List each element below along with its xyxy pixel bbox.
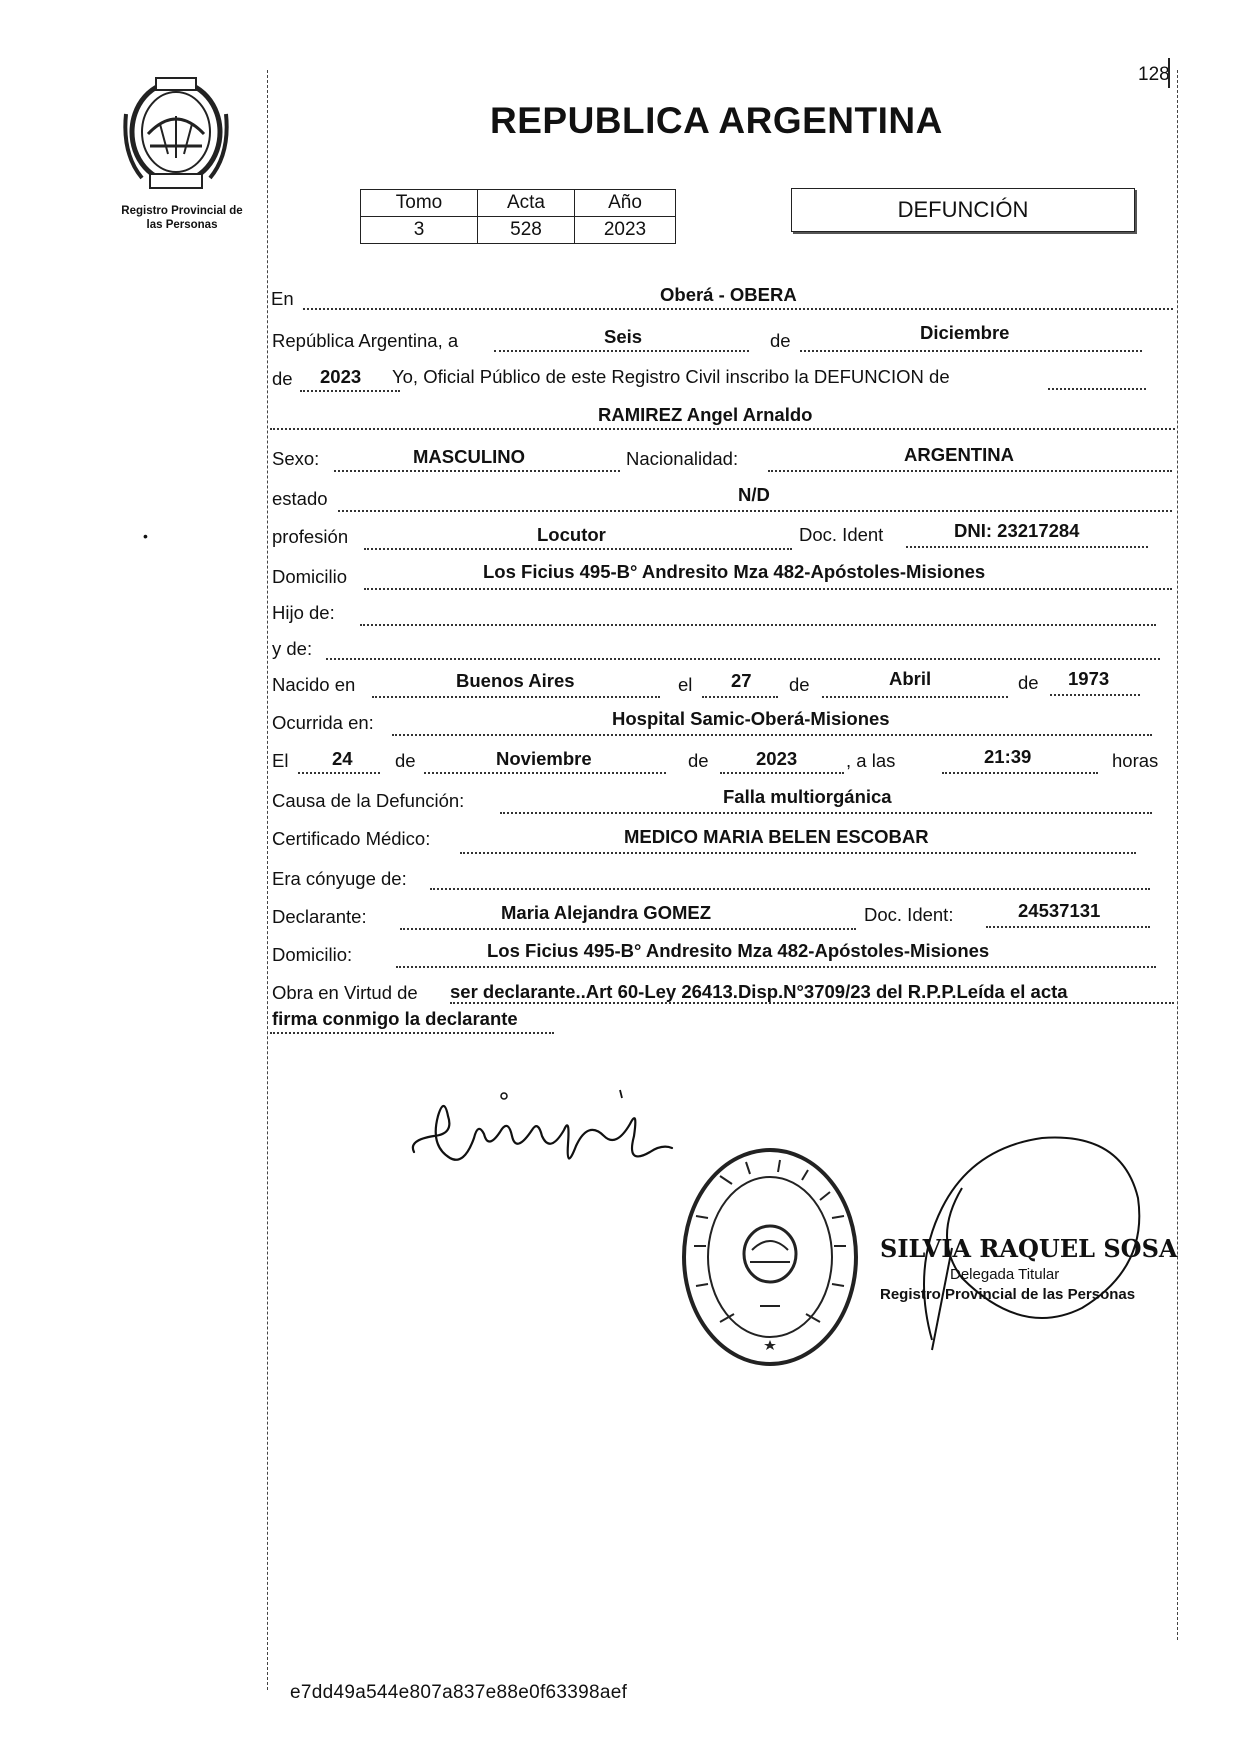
tipo-acta-box: DEFUNCIÓN (791, 188, 1135, 232)
label-de-1: de (770, 330, 791, 351)
label-republica: República Argentina, a (272, 330, 459, 351)
value-declarante-doc: 24537131 (1018, 900, 1101, 921)
value-dni: DNI: 23217284 (954, 520, 1080, 541)
dots-obra-1 (450, 1002, 1174, 1004)
value-nacionalidad: ARGENTINA (904, 444, 1014, 465)
label-y-de: y de: (272, 638, 313, 659)
label-ocurrida-en: Ocurrida en: (272, 712, 374, 733)
label-a-las: , a las (846, 750, 896, 771)
label-causa: Causa de la Defunción: (272, 790, 465, 811)
label-conyuge: Era cónyuge de: (272, 868, 407, 889)
declarant-signature (404, 1086, 704, 1182)
value-fallec-anio: 2023 (756, 748, 798, 769)
value-obra-line-2: firma conmigo la declarante (272, 1008, 518, 1029)
value-dia: Seis (604, 326, 643, 347)
dots-fallec-anio (720, 772, 844, 774)
stray-mark: • (143, 528, 148, 544)
anio-label: Año (575, 190, 676, 217)
registry-table (360, 189, 676, 244)
value-causa: Falla multiorgánica (723, 786, 892, 807)
left-margin-line (267, 70, 268, 1690)
label-sexo: Sexo: (272, 448, 320, 469)
value-nombre: RAMIREZ Angel Arnaldo (598, 404, 813, 425)
value-nacido-lugar: Buenos Aires (456, 670, 575, 691)
provincial-seal-icon (120, 74, 232, 194)
dots-y-de (326, 658, 1160, 660)
dots-nombre (270, 428, 1175, 430)
label-nacido-en: Nacido en (272, 674, 356, 695)
dots-domicilio (364, 588, 1172, 590)
label-hijo-de: Hijo de: (272, 602, 335, 623)
right-margin-line (1177, 70, 1178, 1640)
dots-declarante-doc (986, 926, 1150, 928)
dots-nacido-mes (822, 696, 1008, 698)
value-lugar: Oberá - OBERA (660, 284, 797, 305)
label-profesion: profesión (272, 526, 349, 547)
registro-label (92, 204, 272, 232)
label-certificado: Certificado Médico: (272, 828, 431, 849)
label-estado: estado (272, 488, 328, 509)
label-en: En (271, 288, 294, 309)
dots-anio (300, 390, 400, 392)
acta-value: 528 (478, 217, 575, 244)
official-role: Delegada Titular (950, 1266, 1060, 1283)
value-nacido-anio: 1973 (1068, 668, 1110, 689)
dots-en (303, 308, 1173, 310)
label-el: el (678, 674, 693, 695)
value-estado: N/D (738, 484, 770, 505)
label-domicilio-2: Domicilio: (272, 944, 353, 965)
dots-hijo-de (360, 624, 1156, 626)
value-fallec-dia: 24 (332, 748, 353, 769)
value-domicilio: Los Ficius 495-B° Andresito Mza 482-Apóstoles-Misiones (483, 561, 986, 582)
dots-domicilio-2 (396, 966, 1156, 968)
dots-nacido-lugar (372, 696, 660, 698)
label-declarante: Declarante: (272, 906, 367, 927)
dots-nacido-dia (702, 696, 778, 698)
acta-label: Acta (478, 190, 575, 217)
dots-mes (800, 350, 1142, 352)
dots-yo (1048, 388, 1146, 390)
value-nacido-dia: 27 (731, 670, 752, 691)
value-hora: 21:39 (984, 746, 1032, 767)
page-number: 128 (1138, 64, 1170, 85)
dots-fallec-mes (424, 772, 666, 774)
label-de-6: de (688, 750, 709, 771)
label-de-3: de (789, 674, 810, 695)
label-doc-ident: Doc. Ident (799, 524, 884, 545)
dots-ocurrida (392, 734, 1152, 736)
official-name: SILVIA RAQUEL SOSA (880, 1234, 1178, 1263)
value-declarante-domicilio: Los Ficius 495-B° Andresito Mza 482-Apóstoles-Misiones (487, 940, 990, 961)
dots-obra-2 (270, 1032, 554, 1034)
dots-dia (494, 350, 749, 352)
page-title: REPUBLICA ARGENTINA (490, 100, 943, 141)
tomo-value: 3 (361, 217, 478, 244)
document-hash: e7dd49a544e807a837e88e0f63398aef (290, 1682, 628, 1703)
dots-conyuge (430, 888, 1150, 890)
anio-value: 2023 (575, 217, 676, 244)
dots-hora (942, 772, 1098, 774)
value-anio: 2023 (320, 366, 362, 387)
value-certificado: MEDICO MARIA BELEN ESCOBAR (624, 826, 929, 847)
value-nacido-mes: Abril (889, 668, 932, 689)
label-yo: Yo, Oficial Público de este Registro Civil inscribo la DEFUNCION de (392, 366, 950, 387)
label-de-4: de (1018, 672, 1039, 693)
dots-declarante (400, 928, 856, 930)
value-ocurrida-en: Hospital Samic-Oberá-Misiones (612, 708, 890, 729)
value-sexo: MASCULINO (413, 446, 526, 467)
official-registry: Registro Provincial de las Personas (880, 1286, 1136, 1303)
registro-line-1: Registro Provincial de (121, 205, 243, 217)
label-doc-ident-2: Doc. Ident: (864, 904, 954, 925)
dots-profesion (364, 548, 792, 550)
dots-certificado (460, 852, 1136, 854)
registro-line-2: las Personas (146, 219, 218, 231)
dots-nacionalidad (768, 470, 1172, 472)
label-horas: horas (1112, 750, 1159, 771)
label-de-2: de (272, 368, 293, 389)
value-fallec-mes: Noviembre (496, 748, 592, 769)
label-domicilio: Domicilio (272, 566, 348, 587)
dots-nacido-anio (1050, 694, 1140, 696)
label-obra: Obra en Virtud de (272, 982, 418, 1003)
dots-doc-ident (906, 546, 1148, 548)
official-stamp (680, 1146, 860, 1368)
label-el-cap: El (272, 750, 289, 771)
value-profesion: Locutor (537, 524, 606, 545)
dots-causa (500, 812, 1152, 814)
value-mes: Diciembre (920, 322, 1010, 343)
value-obra-line-1: ser declarante..Art 60-Ley 26413.Disp.N°3709/23 del R.P.P.Leída el acta (450, 981, 1068, 1002)
dots-fallec-dia (298, 772, 380, 774)
page-number-bar (1168, 58, 1170, 88)
tomo-label: Tomo (361, 190, 478, 217)
label-de-5: de (395, 750, 416, 771)
label-nacionalidad: Nacionalidad: (626, 448, 739, 469)
dots-estado (338, 510, 1172, 512)
dots-sexo (334, 470, 620, 472)
value-declarante: Maria Alejandra GOMEZ (501, 902, 712, 923)
